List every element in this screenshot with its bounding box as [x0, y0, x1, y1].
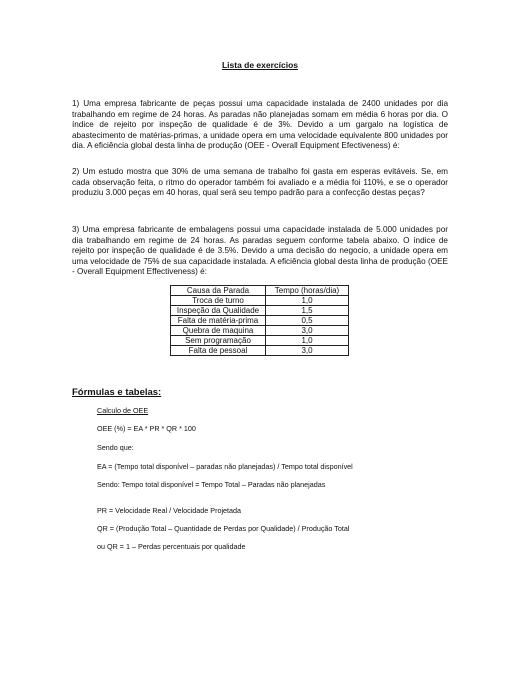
- table-row: [171, 296, 349, 306]
- table-cell-cause: Sem programação: [171, 336, 266, 346]
- table-cell-cause: Quebra de maquina: [171, 326, 266, 336]
- downtime-table: [170, 285, 349, 356]
- table-cell-time: 3,0: [266, 326, 349, 336]
- table-header-row: [171, 286, 349, 296]
- table-header-time: Tempo (horas/dia): [266, 286, 349, 296]
- table-row: [171, 306, 349, 316]
- table-cell-cause: Falta de matéria-prima: [171, 316, 266, 326]
- formula-qr-alt: ou QR = 1 – Perdas percentuais por qualidade: [97, 542, 246, 551]
- question-1: 1) Uma empresa fabricante de peças possui uma capacidade instalada de 2400 unidades por dia trabalhando em regime de 24 horas. As paradas não planejadas somam em média 6 horas por dia. O índice de rejeito por inspeção de qualidade é de 3%. Devido a um gargalo na logística de abastecimento de matérias-primas, a unidade opera em uma velocidade equivalente 800 unidades por dia. A eficiência global desta linha de produção (OEE - Overall Equipment Efectiveness) é:: [72, 99, 448, 150]
- formula-heading: Calculo de OEE: [97, 406, 149, 415]
- table-cell-time: 3,0: [266, 346, 349, 356]
- formula-pr: PR = Velocidade Real / Velocidade Projetada: [97, 506, 242, 515]
- formula-ea: EA = (Tempo total disponível – paradas não planejadas) / Tempo total disponível: [97, 462, 353, 471]
- table-row: [171, 316, 349, 326]
- formula-tempo-disponivel: Sendo: Tempo total disponível = Tempo Total – Paradas não planejadas: [97, 480, 326, 489]
- formulas-title: Fórmulas e tabelas:: [72, 387, 162, 398]
- table-cell-cause: Falta de pessoal: [171, 346, 266, 356]
- table-row: [171, 336, 349, 346]
- table-cell-time: 1,5: [266, 306, 349, 316]
- formula-oee: OEE (%) = EA * PR * QR * 100: [97, 424, 196, 433]
- table-cell-time: 1,0: [266, 336, 349, 346]
- table-header-cause: Causa da Parada: [171, 286, 266, 296]
- page-title: Lista de exercícios: [221, 60, 299, 70]
- table-cell-cause: Troca de turno: [171, 296, 266, 306]
- table-cell-cause: Inspeção da Qualidade: [171, 306, 266, 316]
- table-cell-time: 0,5: [266, 316, 349, 326]
- table-row: [171, 326, 349, 336]
- table-cell-time: 1,0: [266, 296, 349, 306]
- formula-sendo-que: Sendo que:: [97, 443, 134, 452]
- table-row: [171, 346, 349, 356]
- question-3: 3) Uma empresa fabricante de embalagens possui uma capacidade instalada de 5.000 unidades por dia trabalhando em regime de 24 horas. As paradas seguem conforme tabela abaixo. O índice de rejeito por inspeção de qualidade é de 3.5%. Devido a uma decisão do negocio, a unidade opera em uma velocidade de 75% de sua capacidade instalada. A eficiência global desta linha de produção (OEE - Overall Equipment Effectiveness) é:: [72, 225, 448, 276]
- question-2: 2) Um estudo mostra que 30% de uma semana de trabalho foi gasta em esperas evitáveis. Se, em cada observação feita, o ritmo do operador também foi avaliado e a média foi 110%, e se o operador produziu 3.000 peças em 40 horas, qual será seu tempo padrão para a confecção destas peças?: [72, 167, 448, 197]
- formula-qr: QR = (Produção Total – Quantidade de Perdas por Qualidade) / Produção Total: [97, 524, 350, 533]
